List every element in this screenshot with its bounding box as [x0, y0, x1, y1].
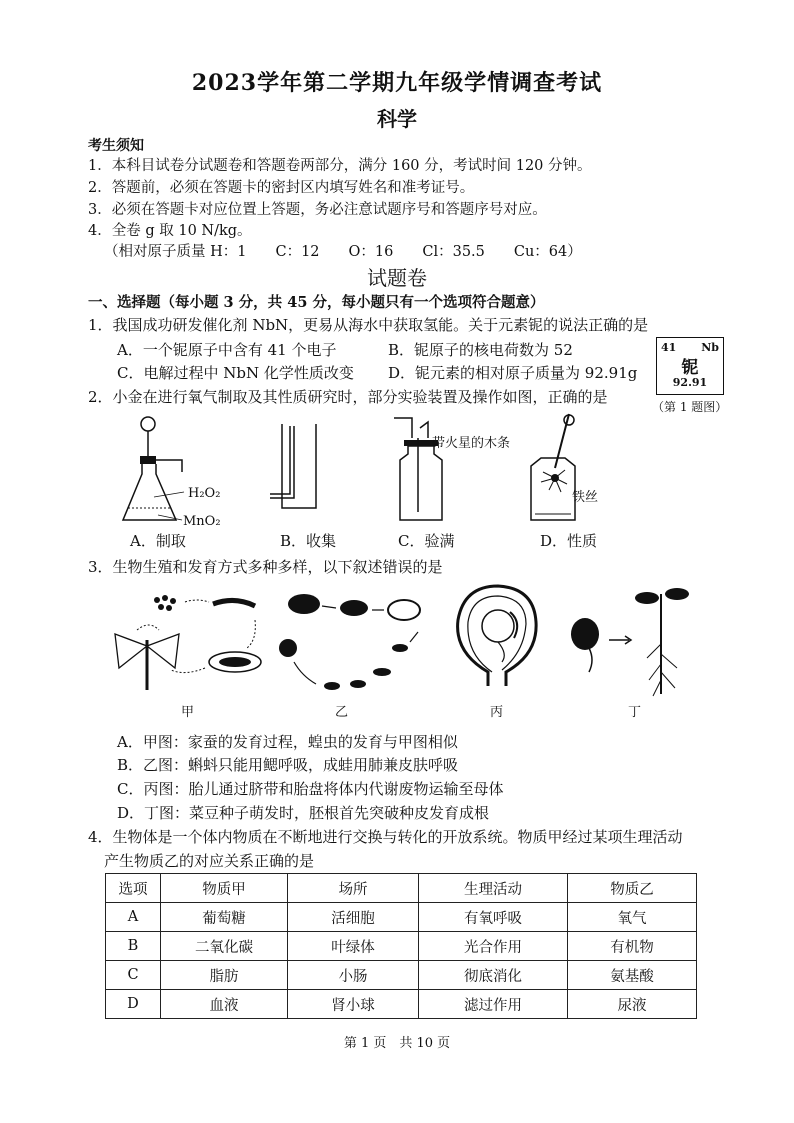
notice-heading: 考生须知	[88, 138, 144, 154]
q2-option-b: B．收集	[280, 532, 337, 550]
q3-option-c: C．丙图：胎儿通过脐带和胎盘将体内代谢废物运输至母体	[117, 780, 504, 798]
table-cell: 葡萄糖	[161, 903, 288, 932]
q3-option-d: D．丁图：菜豆种子萌发时，胚根首先突破种皮发育成根	[117, 804, 490, 822]
q4-stem-line1: 4．生物体是一个体内物质在不断地进行交换与转化的开放系统。物质甲经过某项生理活动	[88, 828, 683, 846]
page-footer: 第 1 页 共 10 页	[343, 1036, 451, 1051]
table-cell: 有氧呼吸	[419, 903, 568, 932]
table-row	[106, 903, 697, 932]
table-row	[106, 932, 697, 961]
table-cell: 叶绿体	[288, 932, 419, 961]
q2-stem: 2．小金在进行氧气制取及其性质研究时，部分实验装置及操作如图，正确的是	[88, 388, 608, 406]
table-cell: 脂肪	[161, 961, 288, 990]
subject-title: 科学	[377, 107, 417, 131]
seed-germination-figure	[565, 584, 705, 700]
q1-caption: （第 1 题图）	[652, 400, 728, 414]
label-wire: 铁丝	[572, 490, 599, 505]
table-cell: A	[106, 903, 161, 932]
table-cell: 二氧化碳	[161, 932, 288, 961]
table-header-cell: 选项	[106, 874, 161, 903]
notice-item-1: 1．本科目试卷分试题卷和答题卷两部分，满分 160 分，考试时间 120 分钟。	[88, 158, 592, 174]
q2-option-c: C．验满	[398, 532, 455, 550]
q3-option-b: B．乙图：蝌蚪只能用鳃呼吸，成蛙用肺兼皮肤呼吸	[117, 756, 459, 774]
label-splint: 带火星的木条	[432, 436, 511, 451]
table-header-cell: 物质乙	[568, 874, 697, 903]
table-cell: B	[106, 932, 161, 961]
q2-option-d: D．性质	[540, 532, 598, 550]
table-cell: 小肠	[288, 961, 419, 990]
q2-option-a: A．制取	[130, 532, 186, 550]
q4-table	[105, 873, 697, 1019]
table-cell: D	[106, 990, 161, 1019]
paper-title: 试题卷	[367, 266, 427, 290]
element-mass: 92.91	[672, 376, 708, 389]
element-number: 41	[661, 341, 677, 354]
table-row	[106, 990, 697, 1019]
apparatus-flask-figure	[118, 412, 228, 522]
fig-label-bing: 丙	[490, 705, 504, 720]
q3-option-a: A．甲图：家蚕的发育过程，蝗虫的发育与甲图相似	[117, 733, 458, 751]
table-cell: 滤过作用	[419, 990, 568, 1019]
apparatus-collect-figure	[272, 420, 332, 520]
section-heading: 一、选择题（每小题 3 分，共 45 分，每小题只有一个选项符合题意）	[88, 294, 545, 311]
element-symbol: Nb	[701, 341, 719, 354]
q1-option-a: A．一个铌原子中含有 41 个电子	[117, 341, 337, 359]
frog-cycle-figure	[272, 586, 432, 698]
fetus-figure	[452, 582, 542, 694]
atomic-masses: （相对原子质量 H：1 C：12 O：16 Cl：35.5 Cu：64）	[104, 244, 582, 260]
notice-item-2: 2．答题前，必须在答题卡的密封区内填写姓名和准考证号。	[88, 180, 475, 196]
notice-item-4: 4．全卷 g 取 10 N/kg。	[88, 223, 252, 239]
q1-option-d: D．铌元素的相对原子质量为 92.91g	[388, 364, 638, 382]
q3-stem: 3．生物生殖和发育方式多种多样，以下叙述错误的是	[88, 558, 443, 576]
element-card	[656, 337, 724, 395]
table-cell: C	[106, 961, 161, 990]
table-cell: 有机物	[568, 932, 697, 961]
fig-label-jia: 甲	[181, 705, 195, 720]
exam-title: 2023学年第二学期九年级学情调查考试	[191, 70, 603, 96]
silkworm-cycle-figure	[105, 590, 275, 700]
table-header-cell: 生理活动	[419, 874, 568, 903]
table-cell: 光合作用	[419, 932, 568, 961]
table-header-cell: 场所	[288, 874, 419, 903]
label-h2o2: H₂O₂	[188, 486, 221, 501]
table-header-cell: 物质甲	[161, 874, 288, 903]
table-header-row	[106, 874, 697, 903]
table-cell: 氧气	[568, 903, 697, 932]
table-cell: 尿液	[568, 990, 697, 1019]
table-row	[106, 961, 697, 990]
q1-option-c: C．电解过程中 NbN 化学性质改变	[117, 364, 354, 382]
notice-item-3: 3．必须在答题卡对应位置上答题，务必注意试题序号和答题序号对应。	[88, 202, 547, 218]
q1-option-b: B．铌原子的核电荷数为 52	[388, 341, 573, 359]
table-cell: 氨基酸	[568, 961, 697, 990]
table-cell: 血液	[161, 990, 288, 1019]
fig-label-yi: 乙	[335, 705, 349, 720]
label-mno2: MnO₂	[183, 514, 221, 529]
apparatus-property-figure	[525, 412, 585, 522]
element-name: 铌	[681, 358, 699, 378]
table-cell: 肾小球	[288, 990, 419, 1019]
fig-label-ding: 丁	[628, 705, 642, 720]
q4-stem-line2: 产生物质乙的对应关系正确的是	[104, 852, 315, 870]
q1-stem: 1．我国成功研发催化剂 NbN，更易从海水中获取氢能。关于元素铌的说法正确的是	[88, 316, 649, 334]
table-cell: 彻底消化	[419, 961, 568, 990]
table-cell: 活细胞	[288, 903, 419, 932]
